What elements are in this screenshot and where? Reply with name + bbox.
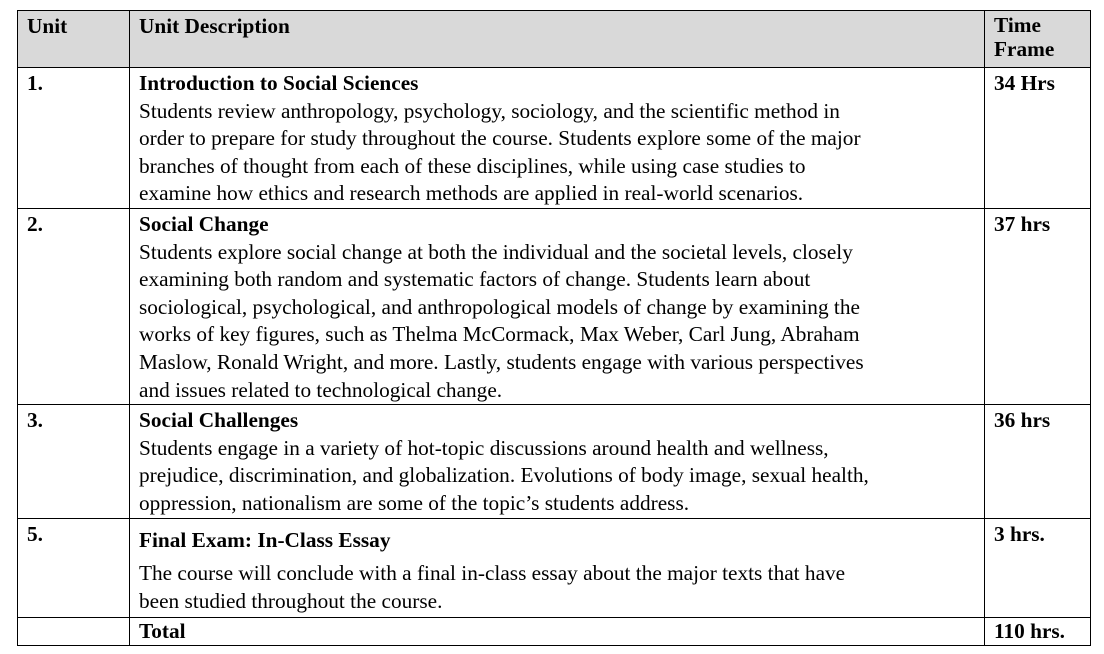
unit-title: Final Exam: In-Class Essay bbox=[139, 527, 391, 552]
unit-number: 1. bbox=[18, 68, 130, 209]
empty-cell bbox=[18, 617, 130, 646]
header-time-frame: Time Frame bbox=[985, 11, 1091, 68]
unit-description bbox=[130, 208, 985, 404]
time-frame: 37 hrs bbox=[985, 208, 1091, 404]
table-row bbox=[18, 405, 1091, 518]
description-line: works of key figures, such as Thelma McCormack, Max Weber, Carl Jung, Abraham bbox=[139, 322, 860, 347]
description-line: sociological, psychological, and anthropological models of change by examining the bbox=[139, 294, 860, 319]
total-time: 110 hrs. bbox=[985, 617, 1091, 646]
table-row bbox=[18, 208, 1091, 404]
header-unit: Unit bbox=[18, 11, 130, 68]
description-line: and issues related to technological change. bbox=[139, 377, 503, 402]
total-label: Total bbox=[130, 617, 985, 646]
description-line: been studied throughout the course. bbox=[139, 588, 443, 613]
description-line: examining both random and systematic factors of change. Students learn about bbox=[139, 267, 811, 292]
unit-number: 2. bbox=[18, 208, 130, 404]
header-row bbox=[18, 11, 1091, 68]
description-line: Students explore social change at both the individual and the societal levels, closely bbox=[139, 239, 853, 264]
description-line: oppression, nationalism are some of the topic’s students address. bbox=[139, 490, 690, 515]
time-frame: 36 hrs bbox=[985, 405, 1091, 518]
unit-title: Social Change bbox=[139, 211, 269, 236]
unit-table bbox=[17, 10, 1091, 646]
unit-description bbox=[130, 68, 985, 209]
time-frame: 34 Hrs bbox=[985, 68, 1091, 209]
unit-title: Introduction to Social Sciences bbox=[139, 71, 419, 95]
description-line: branches of thought from each of these disciplines, while using case studies to bbox=[139, 153, 806, 178]
table-row bbox=[18, 68, 1091, 209]
header-description: Unit Description bbox=[130, 11, 985, 68]
description-line: examine how ethics and research methods are applied in real-world scenarios. bbox=[139, 181, 804, 206]
description-line: prejudice, discrimination, and globalization. Evolutions of body image, sexual health, bbox=[139, 463, 869, 488]
description-line: order to prepare for study throughout the course. Students explore some of the major bbox=[139, 126, 861, 151]
unit-title: Social Challenges bbox=[139, 408, 299, 433]
description-line: Maslow, Ronald Wright, and more. Lastly, students engage with various perspectives bbox=[139, 349, 864, 374]
unit-number: 3. bbox=[18, 405, 130, 518]
unit-description bbox=[130, 518, 985, 617]
unit-description bbox=[130, 405, 985, 518]
unit-number: 5. bbox=[18, 518, 130, 617]
description-line: Students review anthropology, psychology, sociology, and the scientific method in bbox=[139, 98, 840, 123]
total-row bbox=[18, 617, 1091, 646]
description-line: The course will conclude with a final in-class essay about the major texts that have bbox=[139, 561, 846, 586]
table-row bbox=[18, 518, 1091, 617]
time-frame: 3 hrs. bbox=[985, 518, 1091, 617]
description-line: Students engage in a variety of hot-topic discussions around health and wellness, bbox=[139, 435, 829, 460]
